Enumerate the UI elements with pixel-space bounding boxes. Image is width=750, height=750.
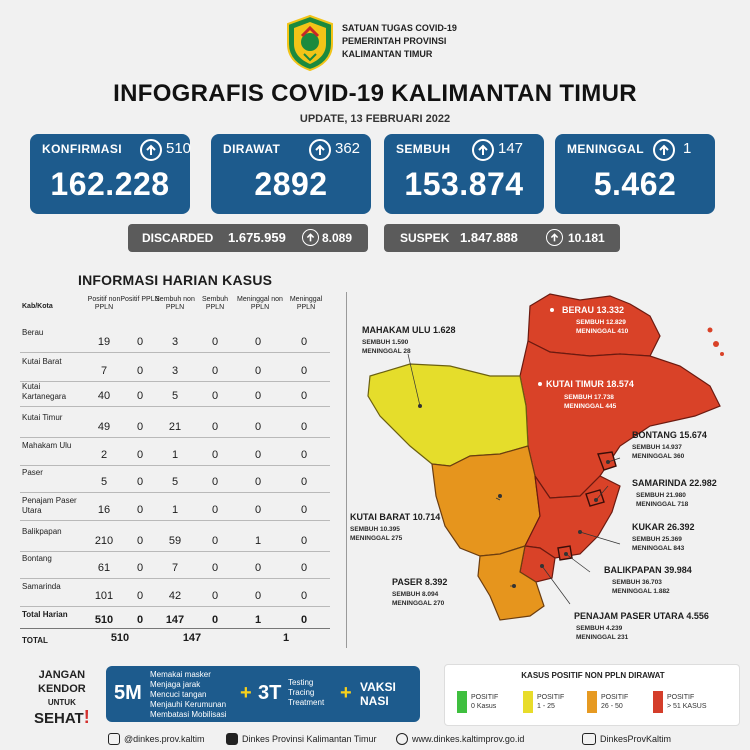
social-youtube[interactable] xyxy=(582,733,671,745)
map-sub-paser xyxy=(392,590,444,608)
region-name: BERAU xyxy=(562,305,595,315)
map-label-kukar xyxy=(632,522,695,532)
table-row-label: Penajam Paser Utara xyxy=(22,496,77,515)
arrow-up-icon xyxy=(653,139,675,161)
region-meninggal: MENINGGAL 275 xyxy=(350,535,403,542)
header-sembuh-non-ppln: Sembuh non PPLN xyxy=(155,296,195,311)
region-total: 4.556 xyxy=(686,611,709,621)
table-cell: 0 xyxy=(136,562,144,574)
header-sembuh-ppln: Sembuh PPLN xyxy=(201,296,229,311)
region-sembuh: SEMBUH 10.395 xyxy=(350,526,400,533)
table-row-label: Kutai Timur xyxy=(22,413,63,422)
map-label-paser xyxy=(392,577,447,587)
t3-item: Treatment xyxy=(288,698,325,707)
stat-card-sembuh xyxy=(384,134,544,214)
table-cell: 0 xyxy=(211,390,219,402)
table-title: INFORMASI HARIAN KASUS xyxy=(78,272,273,288)
legend-item xyxy=(471,693,498,711)
map-label-berau xyxy=(562,305,624,315)
region-total: 22.982 xyxy=(689,478,717,488)
total-harian-cell: 0 xyxy=(136,614,144,626)
suspek-value: 1.847.888 xyxy=(460,230,518,245)
region-meninggal: MENINGGAL 231 xyxy=(576,634,629,641)
table-cell: 1 xyxy=(254,535,262,547)
table-cell: 0 xyxy=(254,449,262,461)
legend-swatch-yellow xyxy=(523,691,533,713)
stat-value: 5.462 xyxy=(593,166,677,202)
map-sub-kutai-barat xyxy=(350,525,402,543)
row-separator xyxy=(20,465,330,466)
row-separator xyxy=(20,437,330,438)
region-sembuh: SEMBUH 8.094 xyxy=(392,591,439,598)
total-sembuh: 147 xyxy=(182,632,202,644)
table-cell: 49 xyxy=(97,421,111,433)
suspek-delta: 10.181 xyxy=(568,231,605,245)
health-protocol-box xyxy=(106,666,420,722)
map-sub-samarinda xyxy=(636,491,688,509)
row-separator xyxy=(20,492,330,493)
table-cell: 0 xyxy=(136,504,144,516)
header-positif-ppln: Positif PPLN xyxy=(120,296,160,303)
table-cell: 0 xyxy=(300,562,308,574)
row-separator xyxy=(20,520,330,521)
region-meninggal: MENINGGAL 445 xyxy=(564,403,617,410)
m5-item: Menjauhi Kerumunan xyxy=(150,700,227,709)
table-cell: 0 xyxy=(211,535,219,547)
table-row-label: Berau xyxy=(22,328,44,337)
table-cell: 0 xyxy=(254,365,262,377)
m5-item: Memakai masker xyxy=(150,670,211,679)
region-name: MAHAKAM ULU xyxy=(362,325,431,335)
exclamation-icon: ! xyxy=(83,707,90,727)
region-total: 26.392 xyxy=(667,522,695,532)
total-positif: 510 xyxy=(110,632,130,644)
youtube-icon xyxy=(582,733,596,745)
region-sembuh: SEMBUH 4.239 xyxy=(576,625,623,632)
legend-title: KASUS POSITIF NON PPLN DIRAWAT xyxy=(521,671,665,680)
table-cell: 0 xyxy=(136,336,144,348)
social-text: Dinkes Provinsi Kalimantan Timur xyxy=(242,734,377,744)
table-cell: 0 xyxy=(136,390,144,402)
region-total: 15.674 xyxy=(679,430,707,440)
table-cell: 0 xyxy=(211,504,219,516)
total-separator xyxy=(20,628,330,629)
table-cell: 0 xyxy=(300,390,308,402)
region-name: KUTAI TIMUR xyxy=(546,379,604,389)
table-cell: 0 xyxy=(211,336,219,348)
total-label: TOTAL xyxy=(22,636,48,645)
region-mahakam-ulu xyxy=(368,364,528,466)
stat-label: KONFIRMASI xyxy=(42,142,122,156)
table-cell: 0 xyxy=(211,449,219,461)
table-cell: 0 xyxy=(254,476,262,488)
discarded-label: DISCARDED xyxy=(142,231,214,245)
page-title: INFOGRAFIS COVID-19 KALIMANTAN TIMUR xyxy=(113,80,637,107)
table-cell: 61 xyxy=(97,562,111,574)
legend-swatch-red xyxy=(653,691,663,713)
table-cell: 0 xyxy=(136,590,144,602)
table-divider xyxy=(346,292,347,648)
slogan-line-4 xyxy=(34,707,90,727)
table-cell: 101 xyxy=(94,590,114,602)
table-cell: 0 xyxy=(136,365,144,377)
table-row-label: Samarinda xyxy=(22,582,61,591)
legend-line: POSITIF xyxy=(471,694,499,701)
legend-swatch-green xyxy=(457,691,467,713)
stat-label: SEMBUH xyxy=(396,142,451,156)
table-cell: 0 xyxy=(300,590,308,602)
map-label-bontang xyxy=(632,430,707,440)
total-harian-cell: 147 xyxy=(165,614,185,626)
organization-name xyxy=(342,22,457,61)
stat-delta: 510 xyxy=(166,140,192,157)
vaksin-label: VAKSI NASI xyxy=(360,680,396,708)
region-name: BALIKPAPAN xyxy=(604,565,662,575)
map-sub-berau xyxy=(576,318,628,336)
header-kabkota: Kab/Kota xyxy=(22,303,53,310)
header-positif-non-ppln: Positif non PPLN xyxy=(87,296,121,311)
table-row-label: Bontang xyxy=(22,554,52,563)
org-line-2: PEMERINTAH PROVINSI xyxy=(342,36,447,46)
region-sembuh: SEMBUH 1.590 xyxy=(362,339,409,346)
table-cell: 0 xyxy=(136,476,144,488)
region-sembuh: SEMBUH 36.703 xyxy=(612,579,662,586)
region-meninggal: MENINGGAL 360 xyxy=(632,453,685,460)
region-meninggal: MENINGGAL 1.882 xyxy=(612,588,670,595)
table-cell: 0 xyxy=(211,365,219,377)
table-cell: 0 xyxy=(254,390,262,402)
region-name: KUKAR xyxy=(632,522,665,532)
map-sub-kukar xyxy=(632,535,684,553)
social-instagram[interactable] xyxy=(108,733,205,745)
map-label-mahakam-ulu xyxy=(362,325,456,335)
stat-delta: 362 xyxy=(335,140,361,157)
org-line-1: SATUAN TUGAS COVID-19 xyxy=(342,23,457,33)
table-cell: 0 xyxy=(300,535,308,547)
table-cell: 0 xyxy=(136,535,144,547)
region-total: 13.332 xyxy=(596,305,625,315)
total-harian-cell: 510 xyxy=(94,614,114,626)
slogan-line-2: KENDOR xyxy=(38,683,86,695)
region-sembuh: SEMBUH 17.738 xyxy=(564,394,614,401)
arrow-up-icon xyxy=(472,139,494,161)
stat-label: DIRAWAT xyxy=(223,142,281,156)
m5-item: Membatasi Mobilisasi xyxy=(150,710,227,719)
stat-value: 162.228 xyxy=(50,166,170,202)
region-name: KUTAI BARAT xyxy=(350,512,411,522)
region-meninggal: MENINGGAL 28 xyxy=(362,348,411,355)
discarded-pill xyxy=(128,224,368,252)
total-harian-cell: 1 xyxy=(254,614,262,626)
plus-icon: + xyxy=(240,682,252,704)
social-website[interactable] xyxy=(396,733,524,745)
stat-card-meninggal xyxy=(555,134,715,214)
total-harian-cell: 0 xyxy=(300,614,308,626)
table-row-label: Mahakam Ulu xyxy=(22,441,72,450)
region-sembuh: SEMBUH 14.937 xyxy=(632,444,682,451)
table-row-label: Paser xyxy=(22,468,43,477)
map-label-kutai-barat xyxy=(350,512,440,522)
table-cell: 0 xyxy=(300,476,308,488)
map-sub-kutai-timur xyxy=(564,393,616,411)
table-cell: 5 xyxy=(171,390,179,402)
legend-line: > 51 KASUS xyxy=(667,703,707,710)
social-text: www.dinkes.kaltimprov.go.id xyxy=(412,734,525,744)
row-separator xyxy=(20,578,330,579)
region-meninggal: MENINGGAL 843 xyxy=(632,545,685,552)
table-cell: 0 xyxy=(254,504,262,516)
region-sembuh: SEMBUH 12.829 xyxy=(576,319,626,326)
table-cell: 5 xyxy=(100,476,108,488)
row-separator xyxy=(20,551,330,552)
region-total: 8.392 xyxy=(424,577,448,587)
region-total: 10.714 xyxy=(412,512,441,522)
discarded-value: 1.675.959 xyxy=(228,230,286,245)
slogan-sehat: SEHAT xyxy=(34,710,84,727)
stat-delta: 1 xyxy=(683,140,692,157)
total-harian-cell: 0 xyxy=(211,614,219,626)
table-cell: 59 xyxy=(168,535,182,547)
instagram-icon xyxy=(108,733,120,745)
region-kutai-timur xyxy=(520,341,720,498)
legend-line: POSITIF xyxy=(601,694,629,701)
m5-label: 5M xyxy=(114,682,142,704)
province-emblem-icon xyxy=(284,14,336,72)
table-cell: 0 xyxy=(136,421,144,433)
region-meninggal: MENINGGAL 270 xyxy=(392,600,445,607)
table-cell: 0 xyxy=(136,449,144,461)
t3-label: 3T xyxy=(258,682,282,704)
update-date: UPDATE, 13 FEBRUARI 2022 xyxy=(299,113,451,125)
region-name: BONTANG xyxy=(632,430,677,440)
region-name: PASER xyxy=(392,577,423,587)
region-name: PENAJAM PASER UTARA xyxy=(574,611,684,621)
arrow-up-icon xyxy=(309,139,331,161)
legend-line: 1 - 25 xyxy=(537,703,555,710)
arrow-up-icon xyxy=(302,229,319,246)
table-cell: 0 xyxy=(254,562,262,574)
row-separator xyxy=(20,352,330,353)
social-text: @dinkes.prov.kaltim xyxy=(124,734,205,744)
stat-delta: 147 xyxy=(498,140,524,157)
map-sub-bontang xyxy=(632,443,684,461)
table-row-label: Balikpapan xyxy=(22,527,62,536)
table-cell: 3 xyxy=(171,365,179,377)
stat-label: MENINGGAL xyxy=(567,142,644,156)
table-cell: 5 xyxy=(171,476,179,488)
legend-line: POSITIF xyxy=(537,694,565,701)
legend-item xyxy=(667,693,707,711)
legend-swatch-orange xyxy=(587,691,597,713)
table-cell: 0 xyxy=(300,336,308,348)
map-sub-mahakam-ulu xyxy=(362,338,411,356)
m5-item: Mencuci tangan xyxy=(150,690,207,699)
table-cell: 0 xyxy=(211,590,219,602)
arrow-up-icon xyxy=(140,139,162,161)
suspek-label: SUSPEK xyxy=(400,231,450,245)
table-cell: 0 xyxy=(300,365,308,377)
table-cell: 0 xyxy=(211,421,219,433)
org-line-3: KALIMANTAN TIMUR xyxy=(342,49,433,59)
slogan-line-1: JANGAN xyxy=(38,669,86,681)
m5-list xyxy=(150,670,226,720)
suspek-pill xyxy=(384,224,620,252)
region-meninggal: MENINGGAL 718 xyxy=(636,501,689,508)
table-cell: 2 xyxy=(100,449,108,461)
table-row-label: Kutai Kartanegara xyxy=(22,382,67,401)
t3-item: Testing xyxy=(288,678,314,687)
table-cell: 3 xyxy=(171,336,179,348)
stat-value: 2892 xyxy=(254,166,328,202)
map-label-kutai-timur xyxy=(546,379,634,389)
region-meninggal: MENINGGAL 410 xyxy=(576,328,629,335)
table-cell: 40 xyxy=(97,390,111,402)
facebook-icon xyxy=(226,733,238,745)
table-cell: 0 xyxy=(300,504,308,516)
table-cell: 0 xyxy=(300,449,308,461)
table-cell: 0 xyxy=(300,421,308,433)
legend-item xyxy=(537,693,564,711)
social-facebook[interactable] xyxy=(226,733,377,745)
stat-card-dirawat xyxy=(211,134,371,214)
header-meninggal-ppln: Meninggal PPLN xyxy=(289,296,323,311)
region-total: 1.628 xyxy=(433,325,456,335)
legend-line: 26 - 50 xyxy=(601,703,623,710)
table-cell: 19 xyxy=(97,336,111,348)
social-text: DinkesProvKaltim xyxy=(600,734,672,744)
region-name: SAMARINDA xyxy=(632,478,687,488)
row-separator xyxy=(20,406,330,407)
table-cell: 42 xyxy=(168,590,182,602)
table-cell: 21 xyxy=(168,421,182,433)
legend-line: 0 Kasus xyxy=(471,703,497,710)
stat-value: 153.874 xyxy=(404,166,524,202)
table-cell: 0 xyxy=(254,336,262,348)
legend-item xyxy=(601,693,628,711)
map-label-ppu xyxy=(574,611,709,621)
table-cell: 210 xyxy=(94,535,114,547)
region-sembuh: SEMBUH 21.980 xyxy=(636,492,686,499)
slogan-line-3: UNTUK xyxy=(47,698,76,707)
m5-item: Menjaga jarak xyxy=(150,680,201,689)
row-separator xyxy=(20,606,330,607)
stat-card-konfirmasi xyxy=(30,134,190,214)
region-total: 39.984 xyxy=(664,565,692,575)
region-sembuh: SEMBUH 25.369 xyxy=(632,536,682,543)
table-cell: 0 xyxy=(211,476,219,488)
table-cell: 0 xyxy=(211,562,219,574)
map-sub-ppu xyxy=(576,624,628,642)
slogan xyxy=(34,668,90,726)
map-sub-balikpapan xyxy=(612,578,670,596)
globe-icon xyxy=(396,733,408,745)
table-cell: 0 xyxy=(254,421,262,433)
table-cell: 1 xyxy=(171,504,179,516)
table-row-label: Kutai Barat xyxy=(22,357,62,366)
arrow-up-icon xyxy=(546,229,563,246)
t3-list xyxy=(288,678,324,708)
discarded-delta: 8.089 xyxy=(322,231,353,245)
total-harian-label: Total Harian xyxy=(22,610,68,619)
table-cell: 7 xyxy=(100,365,108,377)
header-meninggal-non-ppln: Meninggal non PPLN xyxy=(237,296,283,311)
region-total: 18.574 xyxy=(606,379,634,389)
table-cell: 7 xyxy=(171,562,179,574)
table-cell: 0 xyxy=(254,590,262,602)
map-label-balikpapan xyxy=(604,565,692,575)
map-legend xyxy=(444,664,740,726)
table-cell: 1 xyxy=(171,449,179,461)
table-cell: 16 xyxy=(97,504,111,516)
t3-item: Tracing xyxy=(288,688,315,697)
map-label-samarinda xyxy=(632,478,717,488)
total-meninggal: 1 xyxy=(282,632,290,644)
plus-icon: + xyxy=(340,682,352,704)
legend-line: POSITIF xyxy=(667,694,695,701)
